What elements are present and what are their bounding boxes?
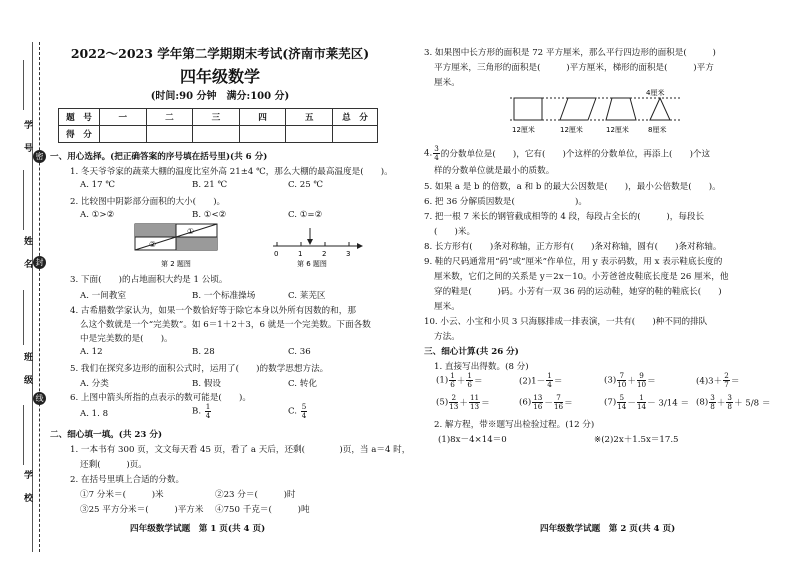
s1-q4-line1: 4. 古希腊数学家认为，如果一个数恰好等于除它本身以外所有因数的和，那 (70, 306, 356, 316)
s1-q6: 6. 上图中箭头所指的点表示的数可能是( )。 (70, 393, 251, 403)
score-header-cell: 五 (286, 109, 333, 126)
q3-label-rect: 12厘米 (512, 126, 535, 134)
s1-q2-opt-c: C. ①=② (288, 210, 323, 220)
fraction: $\frac{5}{4}$ (301, 402, 307, 420)
q3-top-label: 4厘米 (646, 89, 665, 97)
page-2 (424, 0, 784, 561)
binding-fill-line (23, 170, 24, 230)
score-row-label: 得 分 (59, 126, 100, 143)
binding-fill-line (23, 290, 24, 345)
s1-q6-opt-a: A. 1. 8 (80, 409, 109, 419)
footer-page-1: 四年级数学试题 第 1 页(共 4 页) (130, 524, 266, 534)
s3-q1: 1. 直接写出得数。(8 分) (434, 362, 529, 372)
section-1-heading: 一、用心选择。(把正确答案的序号填在括号里)(共 6 分) (50, 152, 268, 162)
figures-row (125, 220, 375, 272)
calc-item-3: (3) $\frac{7}{10}$ ＋ $\frac{9}{10}$ ＝ (604, 371, 656, 389)
fig6-tick-3: 3 (346, 250, 351, 258)
calc-item-7: (7) $\frac{5}{14}$ － $\frac{1}{14}$ － 3/14 ＝ (604, 393, 690, 411)
s1-q5: 5. 我们在探究多边形的面积公式时，运用了( )的数学思想方法。 (70, 364, 329, 374)
s1-q3-opt-c: C. 莱芜区 (288, 291, 326, 301)
exam-subject: 四年级数学 (179, 67, 260, 86)
binding-label-class: 班级 (22, 352, 32, 398)
s2-q3-line3: 厘米。 (434, 78, 460, 88)
page-1 (50, 0, 411, 561)
calc-item-1: (1) $\frac{1}{6}$ ＋ $\frac{1}{6}$ ＝ (436, 371, 483, 389)
s2-q10-line2: 方法。 (434, 332, 460, 342)
s2-q4-line2: 样的分数单位就是最小的质数。 (434, 166, 555, 176)
s1-q2-opt-a: A. ①>② (80, 210, 115, 220)
footer-page-2: 四年级数学试题 第 2 页(共 4 页) (540, 524, 676, 534)
s1-q4-opt-a: A. 12 (80, 347, 103, 357)
score-cell[interactable] (146, 126, 193, 143)
s2-q6: 6. 把 36 分解质因数是( )。 (424, 197, 587, 207)
s1-q1: 1. 冬天爷爷家的蔬菜大棚的温度比室外高 21±4 ℃，那么大棚的最高温度是( )。 (70, 167, 393, 177)
s1-q2-opt-b: B. ①<② (192, 210, 227, 220)
s2-q3-line1: 3. 如果图中长方形的面积是 72 平方厘米，那么平行四边形的面积是( ) (424, 48, 716, 58)
fig2-shaded-top (135, 224, 176, 237)
fraction: $\frac{3}{4}$ (434, 144, 439, 162)
fig2-label-1: ① (187, 227, 195, 236)
s2-q2: 2. 在括号里填上合适的分数。 (70, 475, 185, 485)
calc-item-2: (2)1－ $\frac{1}{4}$ ＝ (519, 371, 563, 389)
q3-shapes-figure (510, 88, 710, 138)
q3-rectangle (514, 98, 542, 120)
s2-q2-item4: ④750 千克＝( )吨 (215, 505, 310, 515)
s2-q10-line1: 10. 小云、小宝和小贝 3 只海豚排成一排表演，一共有( )种不同的排队 (424, 317, 708, 327)
s2-q9-line4: 厘米。 (434, 302, 460, 312)
equation-2: ※(2)2x＋1.5x＝17.5 (594, 435, 679, 445)
q3-parallelogram (560, 98, 596, 120)
s2-q4-line1: 4. $\frac{3}{4}$ 的分数单位是( )，它有( )个这样的分数单位，再添上( )个这 (424, 144, 711, 162)
s1-q4-line3: 中是完美数的是( )。 (80, 334, 173, 344)
s1-q4-opt-b: B. 28 (192, 347, 215, 357)
binding-mark-feng: 封 (33, 256, 46, 269)
exam-title: 2022～2023 学年第二学期期末考试(济南市莱芜区) (70, 46, 370, 61)
score-header-cell: 一 (100, 109, 147, 126)
fig2-label-2: ② (149, 240, 157, 249)
binding-label-student-id: 学号 (22, 120, 32, 166)
fig6-tick-1: 1 (298, 250, 303, 258)
s1-q3-opt-b: B. 一个标准操场 (192, 291, 256, 301)
score-header-cell: 二 (146, 109, 193, 126)
s1-q1-opt-a: A. 17 ℃ (80, 180, 115, 190)
binding-label-school: 学校 (22, 470, 32, 516)
s2-q3-line2: 平方厘米，三角形的面积是( )平方厘米，梯形的面积是( )平方 (434, 63, 714, 73)
fig6-tick-2: 2 (322, 250, 327, 258)
s1-q2: 2. 比较图中阴影部分面积的大小( )。 (70, 197, 226, 207)
equation-1: (1)8x－4×14＝0 (438, 435, 507, 445)
binding-label-name: 姓名 (22, 236, 32, 282)
s1-q6-opt-c: C. $\frac{5}{4}$ (288, 402, 307, 420)
score-cell[interactable] (286, 126, 333, 143)
fig2-shaded-bottom (176, 237, 217, 250)
s2-q9-line3: 穿的鞋是( )码。小芳有一双 36 码的运动鞋，她穿的鞋的鞋底长( ) (434, 287, 722, 297)
s2-q9-line1: 9. 鞋的尺码通常用“码”或“厘米”作单位，用 y 表示码数，用 x 表示鞋底长度的 (424, 257, 723, 267)
section-2-heading: 二、细心填一填。(共 23 分) (50, 430, 163, 440)
s2-q1-line2: 还剩( )页。 (80, 460, 147, 470)
fig2-rectangle (135, 224, 217, 250)
fig6-caption: 第 6 题图 (297, 260, 327, 268)
s1-q6-opt-b: B. $\frac{1}{4}$ (192, 402, 211, 420)
q3-label-para: 12厘米 (560, 126, 583, 134)
s2-q7-line2: ( )米。 (434, 227, 476, 237)
score-table-score-row (59, 126, 378, 143)
calc-item-8: (8) $\frac{3}{8}$ ＋ $\frac{3}{8}$ ＋ 5/8 ＝ (696, 393, 771, 411)
s2-q2-item1: ①7 分米＝( )米 (80, 490, 164, 500)
calc-item-4: (4)3＋ $\frac{2}{7}$ ＝ (696, 371, 740, 389)
s1-q4-line2: 么这个数就是一个“完美数”。如 6＝1＋2＋3，6 就是一个完美数。下面各数 (80, 320, 371, 330)
s1-q3: 3. 下面( )的占地面积大约是 1 公顷。 (70, 275, 228, 285)
binding-fill-line (23, 60, 24, 110)
s1-q1-opt-b: B. 21 ℃ (192, 180, 228, 190)
binding-mark-mi: 密 (33, 150, 46, 163)
calc-item-6: (6) $\frac{13}{16}$ － $\frac{7}{16}$ ＝ (519, 393, 573, 411)
s1-q1-opt-c: C. 25 ℃ (288, 180, 324, 190)
binding-dashed-line (39, 42, 40, 552)
section-3-heading: 三、细心计算(共 26 分) (424, 347, 519, 357)
q3-label-tri: 8厘米 (648, 126, 667, 134)
binding-margin (0, 0, 44, 561)
exam-subtitle: (时间:90 分钟 满分:100 分) (150, 91, 290, 102)
binding-fill-line (23, 405, 24, 465)
q3-trapezoid (606, 98, 636, 120)
s2-q7-line1: 7. 把一根 7 米长的钢管截成相等的 4 段，每段占全长的( )，每段长 (424, 212, 705, 222)
binding-mark-xian: 线 (33, 392, 46, 405)
s1-q3-opt-a: A. 一间教室 (80, 291, 127, 301)
s1-q5-opt-c: C. 转化 (288, 379, 317, 389)
q3-triangle (650, 98, 670, 120)
score-cell[interactable] (333, 126, 378, 143)
s2-q1-line1: 1. 一本书有 300 页，文文每天看 45 页，看了 a 天后，还剩( )页，当 a＝4 时， (70, 445, 411, 455)
score-header-cell: 三 (193, 109, 240, 126)
score-table-header-row (59, 109, 378, 126)
fig2-caption: 第 2 题图 (161, 260, 191, 268)
score-cell[interactable] (239, 126, 286, 143)
s2-q8: 8. 长方形有( )条对称轴，正方形有( )条对称轴，圆有( )条对称轴。 (424, 242, 722, 252)
calc-item-5: (5) $\frac{2}{13}$ ＋ $\frac{11}{13}$ ＝ (436, 393, 490, 411)
s2-q5: 5. 如果 a 是 b 的倍数，a 和 b 的最大公因数是( )，最小公倍数是( )。 (424, 182, 721, 192)
score-header-cell: 四 (239, 109, 286, 126)
score-table (58, 108, 378, 143)
s1-q5-opt-a: A. 分类 (80, 379, 109, 389)
score-header-cell: 总 分 (333, 109, 378, 126)
s2-q2-item3: ③25 平方分米＝( )平方米 (80, 505, 204, 515)
fig6-tick-0: 0 (274, 250, 279, 258)
score-header-cell: 题 号 (59, 109, 100, 126)
s2-q9-line2: 厘米数，它们之间的关系是 y＝2x－10。小芳爸爸皮鞋底长度是 26 厘米，他 (434, 272, 729, 282)
q3-label-trap: 12厘米 (606, 126, 629, 134)
s3-q2: 2. 解方程，带※题写出检验过程。(12 分) (434, 420, 595, 430)
s1-q4-opt-c: C. 36 (288, 347, 311, 357)
fig6-number-line (273, 228, 363, 258)
s2-q2-item2: ②23 分＝( )时 (215, 490, 296, 500)
s1-q5-opt-b: B. 假设 (192, 379, 221, 389)
score-cell[interactable] (100, 126, 147, 143)
score-cell[interactable] (193, 126, 240, 143)
fraction: $\frac{1}{4}$ (205, 402, 211, 420)
